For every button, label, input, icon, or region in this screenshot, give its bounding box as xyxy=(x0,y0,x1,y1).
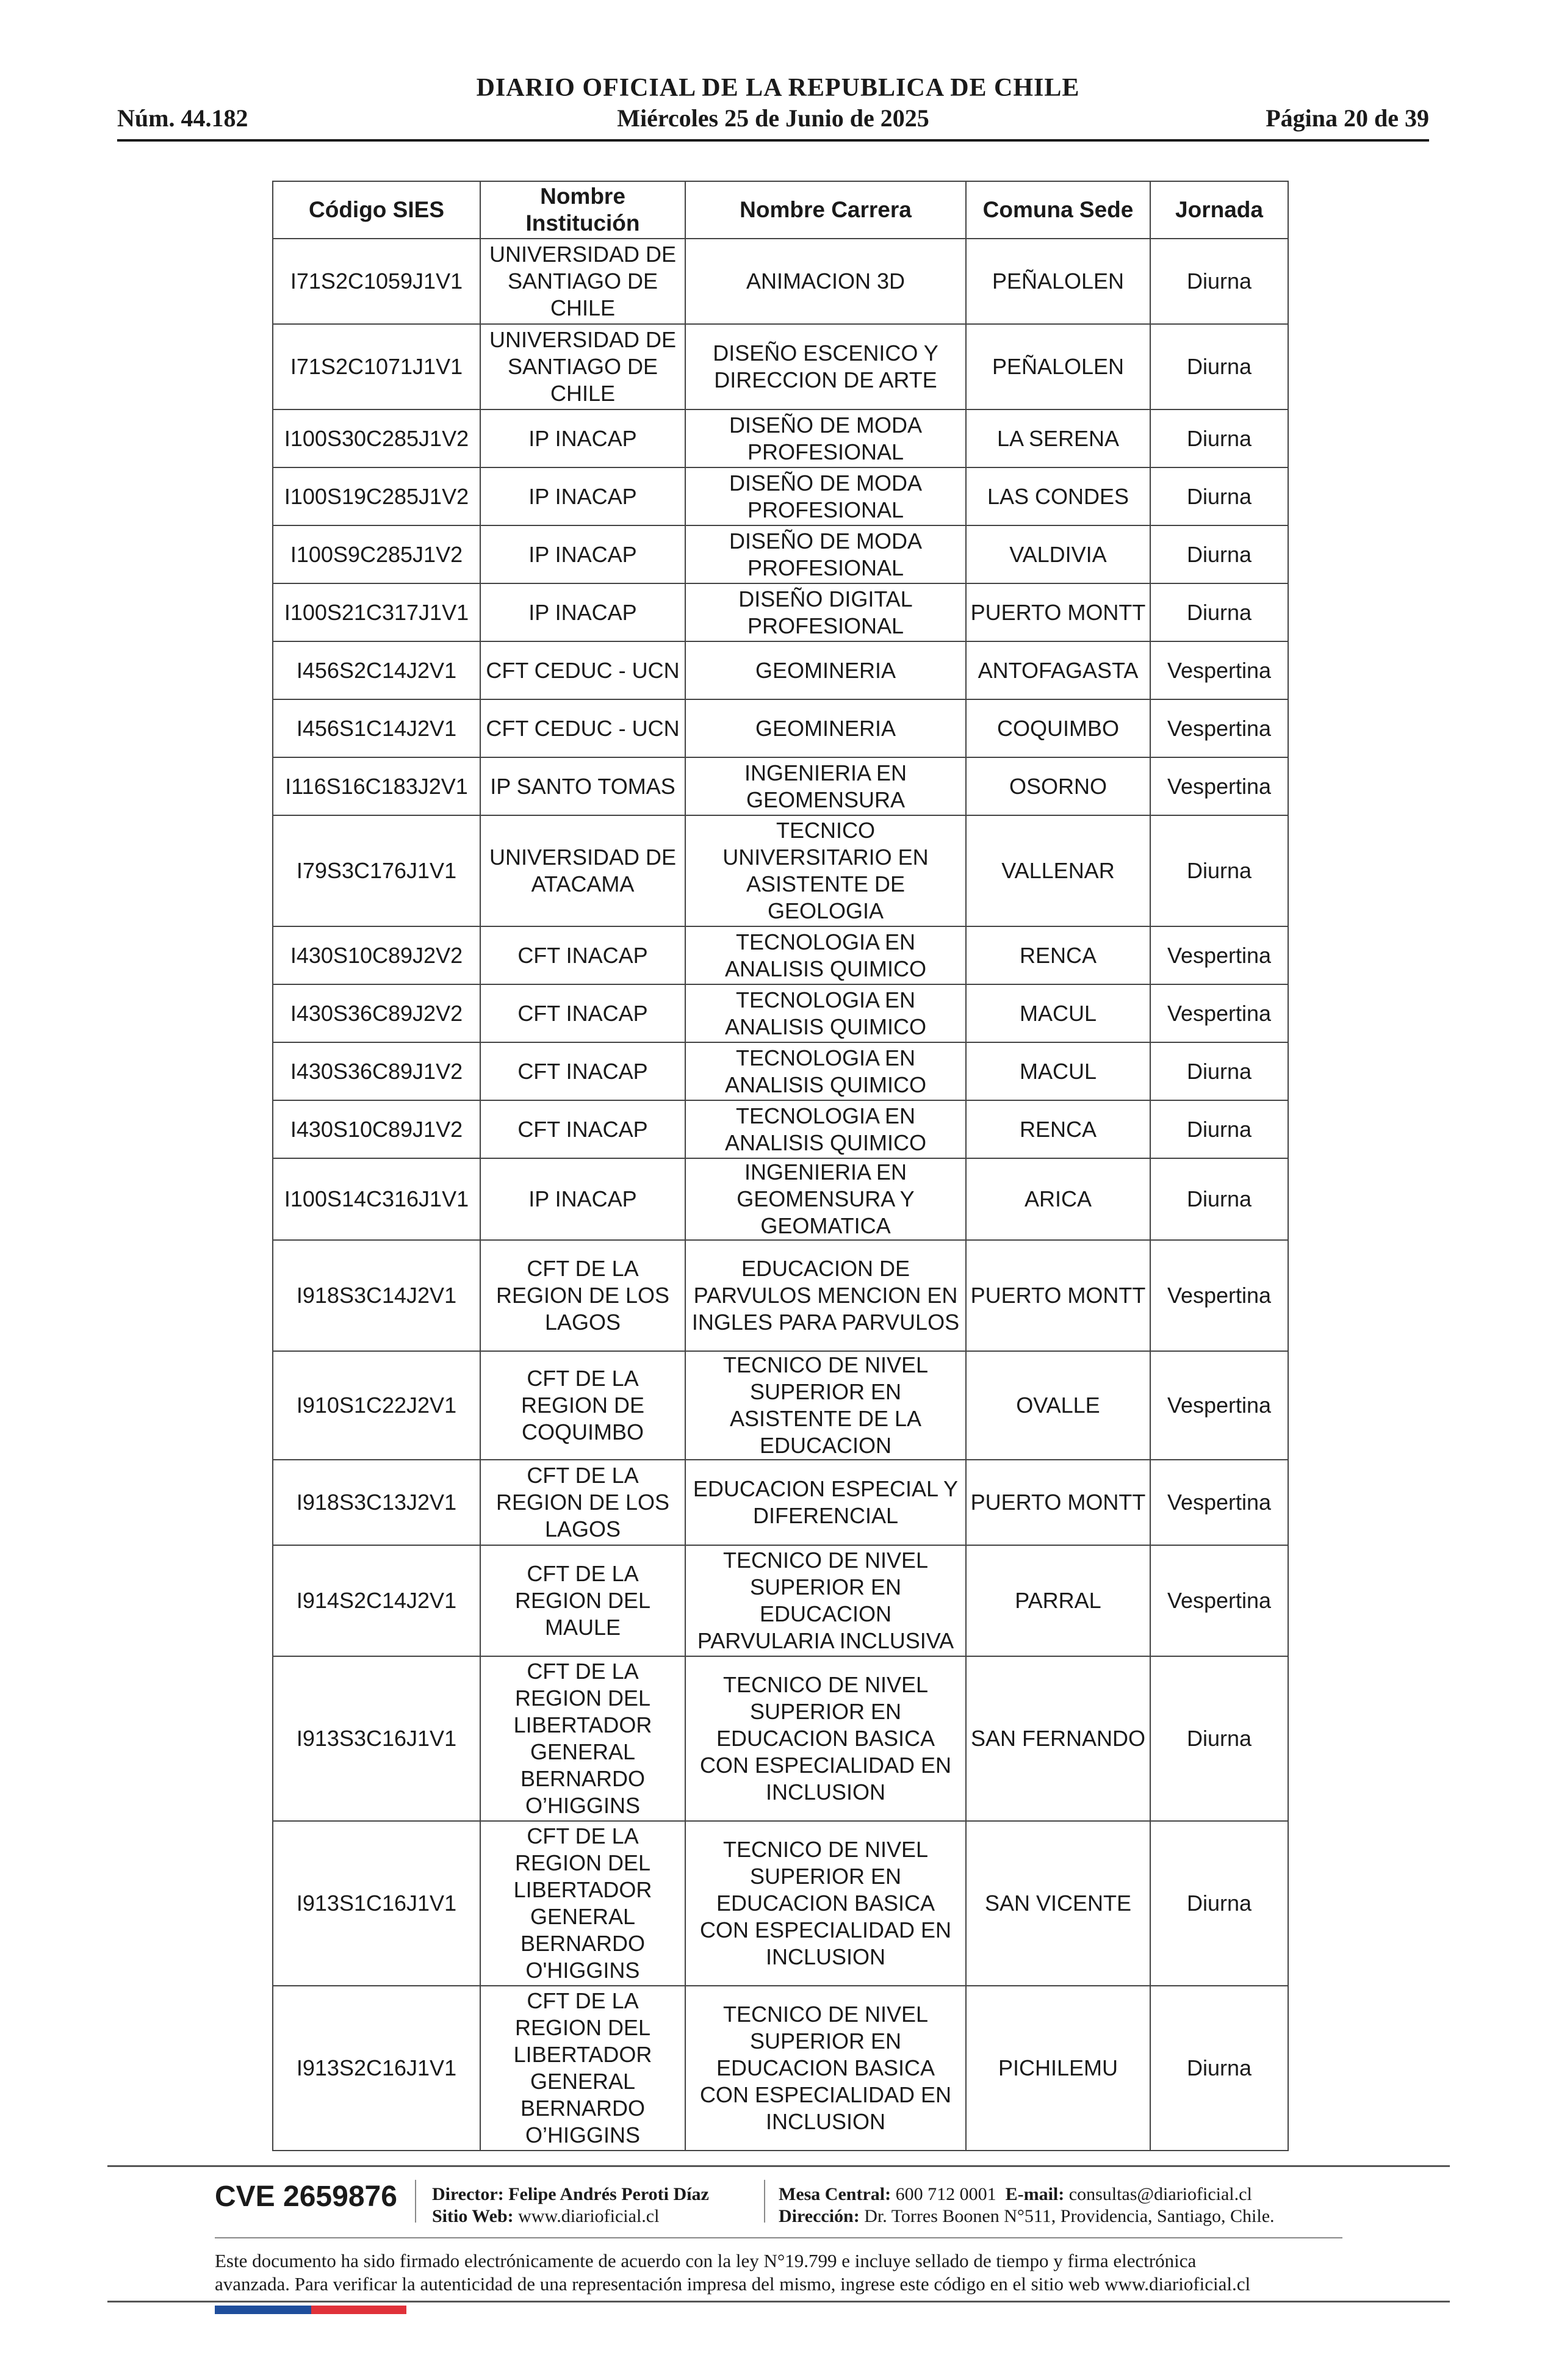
cell-carrera: GEOMINERIA xyxy=(685,699,966,757)
cell-codigo: I918S3C13J2V1 xyxy=(273,1460,480,1545)
cell-codigo: I71S2C1059J1V1 xyxy=(273,239,480,324)
footer-divider-bottom xyxy=(107,2301,1450,2302)
cell-institucion: CFT DE LA REGION DE LOS LAGOS xyxy=(480,1460,685,1545)
cell-comuna: SAN FERNANDO xyxy=(966,1656,1150,1821)
table-row xyxy=(273,984,1288,1042)
column-header-codigo: Código SIES xyxy=(273,181,480,239)
cell-institucion: CFT DE LA REGION DEL LIBERTADOR GENERAL BERNARDO O’HIGGINS xyxy=(480,1656,685,1821)
table-row xyxy=(273,324,1288,409)
cell-carrera: TECNOLOGIA EN ANALISIS QUIMICO xyxy=(685,1100,966,1158)
cell-carrera: TECNICO DE NIVEL SUPERIOR EN ASISTENTE DE LA EDUCACION xyxy=(685,1351,966,1460)
issue-date: Miércoles 25 de Junio de 2025 xyxy=(617,104,929,132)
director-name: Felipe Andrés Peroti Díaz xyxy=(508,2184,709,2204)
column-header-carrera: Nombre Carrera xyxy=(685,181,966,239)
table-row xyxy=(273,1351,1288,1460)
cell-jornada: Vespertina xyxy=(1150,1460,1288,1545)
issue-number: Núm. 44.182 xyxy=(117,104,248,132)
cell-jornada: Diurna xyxy=(1150,409,1288,467)
cell-carrera: DISEÑO DIGITAL PROFESIONAL xyxy=(685,583,966,641)
cell-carrera: TECNICO UNIVERSITARIO EN ASISTENTE DE GEOLOGIA xyxy=(685,815,966,926)
cell-jornada: Vespertina xyxy=(1150,984,1288,1042)
cell-comuna: MACUL xyxy=(966,984,1150,1042)
table-row xyxy=(273,1986,1288,2151)
cell-comuna: PUERTO MONTT xyxy=(966,1460,1150,1545)
email-link[interactable]: consultas@diarioficial.cl xyxy=(1068,2184,1252,2204)
cell-institucion: UNIVERSIDAD DE ATACAMA xyxy=(480,815,685,926)
cell-carrera: INGENIERIA EN GEOMENSURA Y GEOMATICA xyxy=(685,1158,966,1240)
cell-codigo: I79S3C176J1V1 xyxy=(273,815,480,926)
cell-institucion: CFT INACAP xyxy=(480,984,685,1042)
cell-carrera: EDUCACION DE PARVULOS MENCION EN INGLES PARA PARVULOS xyxy=(685,1240,966,1351)
cell-jornada: Vespertina xyxy=(1150,757,1288,815)
table-row xyxy=(273,1158,1288,1240)
cell-jornada: Diurna xyxy=(1150,324,1288,409)
cell-codigo: I71S2C1071J1V1 xyxy=(273,324,480,409)
direccion-text: Dr. Torres Boonen N°511, Providencia, Santiago, Chile. xyxy=(864,2206,1275,2226)
footer-contact-block xyxy=(779,2183,1275,2227)
cell-institucion: CFT INACAP xyxy=(480,1100,685,1158)
cell-jornada: Diurna xyxy=(1150,525,1288,583)
cell-comuna: RENCA xyxy=(966,926,1150,984)
careers-table xyxy=(272,181,1289,2151)
cell-codigo: I100S19C285J1V2 xyxy=(273,467,480,525)
cell-institucion: CFT DE LA REGION DEL LIBERTADOR GENERAL BERNARDO O’HIGGINS xyxy=(480,1986,685,2151)
cell-carrera: DISEÑO ESCENICO Y DIRECCION DE ARTE xyxy=(685,324,966,409)
cell-codigo: I914S2C14J2V1 xyxy=(273,1545,480,1656)
cell-jornada: Diurna xyxy=(1150,1986,1288,2151)
cell-institucion: CFT CEDUC - UCN xyxy=(480,641,685,699)
cell-institucion: CFT DE LA REGION DE COQUIMBO xyxy=(480,1351,685,1460)
cell-institucion: CFT DE LA REGION DE LOS LAGOS xyxy=(480,1240,685,1351)
cell-jornada: Diurna xyxy=(1150,239,1288,324)
page-number: Página 20 de 39 xyxy=(1266,104,1429,132)
cell-codigo: I100S30C285J1V2 xyxy=(273,409,480,467)
cell-institucion: IP INACAP xyxy=(480,1158,685,1240)
cell-comuna: MACUL xyxy=(966,1042,1150,1100)
cell-institucion: IP SANTO TOMAS xyxy=(480,757,685,815)
cell-codigo: I456S1C14J2V1 xyxy=(273,699,480,757)
cell-codigo: I913S2C16J1V1 xyxy=(273,1986,480,2151)
header-divider xyxy=(117,139,1429,142)
table-row xyxy=(273,1042,1288,1100)
footer-divider-top xyxy=(107,2165,1450,2167)
signature-note-line: avanzada. Para verificar la autenticidad de una representación impresa del mismo, ingrese este código en el sitio web www.diarioficial.cl xyxy=(215,2273,1251,2295)
web-link[interactable]: www.diarioficial.cl xyxy=(518,2206,660,2226)
table-row xyxy=(273,1656,1288,1821)
column-header-comuna: Comuna Sede xyxy=(966,181,1150,239)
cell-codigo: I430S36C89J2V2 xyxy=(273,984,480,1042)
cell-institucion: IP INACAP xyxy=(480,467,685,525)
cell-jornada: Diurna xyxy=(1150,583,1288,641)
cell-jornada: Vespertina xyxy=(1150,1351,1288,1460)
footer-director-block xyxy=(432,2183,709,2227)
cell-institucion: IP INACAP xyxy=(480,525,685,583)
cell-carrera: TECNICO DE NIVEL SUPERIOR EN EDUCACION PARVULARIA INCLUSIVA xyxy=(685,1545,966,1656)
table-row xyxy=(273,525,1288,583)
table-row xyxy=(273,1100,1288,1158)
cell-institucion: UNIVERSIDAD DE SANTIAGO DE CHILE xyxy=(480,239,685,324)
footer-separator xyxy=(764,2180,765,2223)
cell-codigo: I913S1C16J1V1 xyxy=(273,1821,480,1986)
cell-carrera: EDUCACION ESPECIAL Y DIFERENCIAL xyxy=(685,1460,966,1545)
cell-comuna: COQUIMBO xyxy=(966,699,1150,757)
cell-comuna: OVALLE xyxy=(966,1351,1150,1460)
table-row xyxy=(273,1545,1288,1656)
cell-comuna: PEÑALOLEN xyxy=(966,239,1150,324)
cell-jornada: Vespertina xyxy=(1150,1545,1288,1656)
cell-comuna: PEÑALOLEN xyxy=(966,324,1150,409)
cell-carrera: TECNOLOGIA EN ANALISIS QUIMICO xyxy=(685,926,966,984)
table-row xyxy=(273,467,1288,525)
cell-carrera: TECNOLOGIA EN ANALISIS QUIMICO xyxy=(685,984,966,1042)
cell-institucion: CFT DE LA REGION DEL MAULE xyxy=(480,1545,685,1656)
cell-institucion: IP INACAP xyxy=(480,583,685,641)
cell-codigo: I100S14C316J1V1 xyxy=(273,1158,480,1240)
footer-divider-middle xyxy=(215,2237,1342,2238)
direccion-label: Dirección: xyxy=(779,2206,860,2226)
cell-carrera: TECNICO DE NIVEL SUPERIOR EN EDUCACION BASICA CON ESPECIALIDAD EN INCLUSION xyxy=(685,1821,966,1986)
cell-comuna: PARRAL xyxy=(966,1545,1150,1656)
header-row xyxy=(117,104,1429,138)
cell-comuna: SAN VICENTE xyxy=(966,1821,1150,1986)
table-row xyxy=(273,757,1288,815)
email-label: E-mail: xyxy=(1005,2184,1065,2204)
cell-carrera: TECNICO DE NIVEL SUPERIOR EN EDUCACION BASICA CON ESPECIALIDAD EN INCLUSION xyxy=(685,1656,966,1821)
table-row xyxy=(273,1460,1288,1545)
column-header-jornada: Jornada xyxy=(1150,181,1288,239)
cell-comuna: PUERTO MONTT xyxy=(966,1240,1150,1351)
mesa-label: Mesa Central: xyxy=(779,2184,891,2204)
cell-comuna: PICHILEMU xyxy=(966,1986,1150,2151)
cell-comuna: PUERTO MONTT xyxy=(966,583,1150,641)
flag-stripe-red xyxy=(311,2306,406,2314)
cell-jornada: Vespertina xyxy=(1150,1240,1288,1351)
cell-carrera: DISEÑO DE MODA PROFESIONAL xyxy=(685,525,966,583)
cell-codigo: I430S10C89J1V2 xyxy=(273,1100,480,1158)
cell-jornada: Diurna xyxy=(1150,1158,1288,1240)
cell-codigo: I910S1C22J2V1 xyxy=(273,1351,480,1460)
cell-codigo: I116S16C183J2V1 xyxy=(273,757,480,815)
cell-comuna: ARICA xyxy=(966,1158,1150,1240)
cell-comuna: LAS CONDES xyxy=(966,467,1150,525)
cell-institucion: CFT DE LA REGION DEL LIBERTADOR GENERAL BERNARDO O'HIGGINS xyxy=(480,1821,685,1986)
table-header-row xyxy=(273,181,1288,239)
table-row xyxy=(273,699,1288,757)
cell-jornada: Diurna xyxy=(1150,1821,1288,1986)
cell-jornada: Diurna xyxy=(1150,1100,1288,1158)
cell-institucion: CFT INACAP xyxy=(480,1042,685,1100)
cell-carrera: TECNOLOGIA EN ANALISIS QUIMICO xyxy=(685,1042,966,1100)
table-row xyxy=(273,583,1288,641)
table-row xyxy=(273,815,1288,926)
cell-comuna: ANTOFAGASTA xyxy=(966,641,1150,699)
web-label: Sitio Web: xyxy=(432,2206,514,2226)
newspaper-title: DIARIO OFICIAL DE LA REPUBLICA DE CHILE xyxy=(476,74,1080,102)
table-row xyxy=(273,641,1288,699)
cell-codigo: I918S3C14J2V1 xyxy=(273,1240,480,1351)
cell-carrera: DISEÑO DE MODA PROFESIONAL xyxy=(685,409,966,467)
table-row xyxy=(273,1240,1288,1351)
cell-codigo: I100S9C285J1V2 xyxy=(273,525,480,583)
cell-jornada: Diurna xyxy=(1150,467,1288,525)
cell-institucion: UNIVERSIDAD DE SANTIAGO DE CHILE xyxy=(480,324,685,409)
table-row xyxy=(273,239,1288,324)
cell-codigo: I100S21C317J1V1 xyxy=(273,583,480,641)
table-row xyxy=(273,926,1288,984)
cell-jornada: Vespertina xyxy=(1150,699,1288,757)
cell-jornada: Diurna xyxy=(1150,815,1288,926)
table-row xyxy=(273,1821,1288,1986)
cell-carrera: GEOMINERIA xyxy=(685,641,966,699)
cell-comuna: VALLENAR xyxy=(966,815,1150,926)
cell-codigo: I913S3C16J1V1 xyxy=(273,1656,480,1821)
cell-carrera: DISEÑO DE MODA PROFESIONAL xyxy=(685,467,966,525)
cell-codigo: I456S2C14J2V1 xyxy=(273,641,480,699)
cell-carrera: INGENIERIA EN GEOMENSURA xyxy=(685,757,966,815)
cve-code: CVE 2659876 xyxy=(215,2180,397,2213)
cell-institucion: IP INACAP xyxy=(480,409,685,467)
cell-comuna: LA SERENA xyxy=(966,409,1150,467)
mesa-phone: 600 712 0001 xyxy=(895,2184,996,2204)
cell-comuna: OSORNO xyxy=(966,757,1150,815)
cell-carrera: ANIMACION 3D xyxy=(685,239,966,324)
column-header-institucion: Nombre Institución xyxy=(480,181,685,239)
table-row xyxy=(273,409,1288,467)
cell-comuna: RENCA xyxy=(966,1100,1150,1158)
cell-comuna: VALDIVIA xyxy=(966,525,1150,583)
cell-codigo: I430S10C89J2V2 xyxy=(273,926,480,984)
signature-note-line: Este documento ha sido firmado electrónicamente de acuerdo con la ley N°19.799 e incluye sellado de tiempo y firma electrónica xyxy=(215,2250,1197,2271)
footer-separator xyxy=(415,2180,416,2223)
cell-jornada: Vespertina xyxy=(1150,926,1288,984)
cell-jornada: Diurna xyxy=(1150,1656,1288,1821)
cell-jornada: Diurna xyxy=(1150,1042,1288,1100)
director-label: Director: xyxy=(432,2184,504,2204)
cell-carrera: TECNICO DE NIVEL SUPERIOR EN EDUCACION BASICA CON ESPECIALIDAD EN INCLUSION xyxy=(685,1986,966,2151)
cell-codigo: I430S36C89J1V2 xyxy=(273,1042,480,1100)
flag-stripe-blue xyxy=(215,2306,311,2314)
cell-jornada: Vespertina xyxy=(1150,641,1288,699)
signature-note xyxy=(215,2249,1374,2296)
cell-institucion: CFT INACAP xyxy=(480,926,685,984)
cell-institucion: CFT CEDUC - UCN xyxy=(480,699,685,757)
